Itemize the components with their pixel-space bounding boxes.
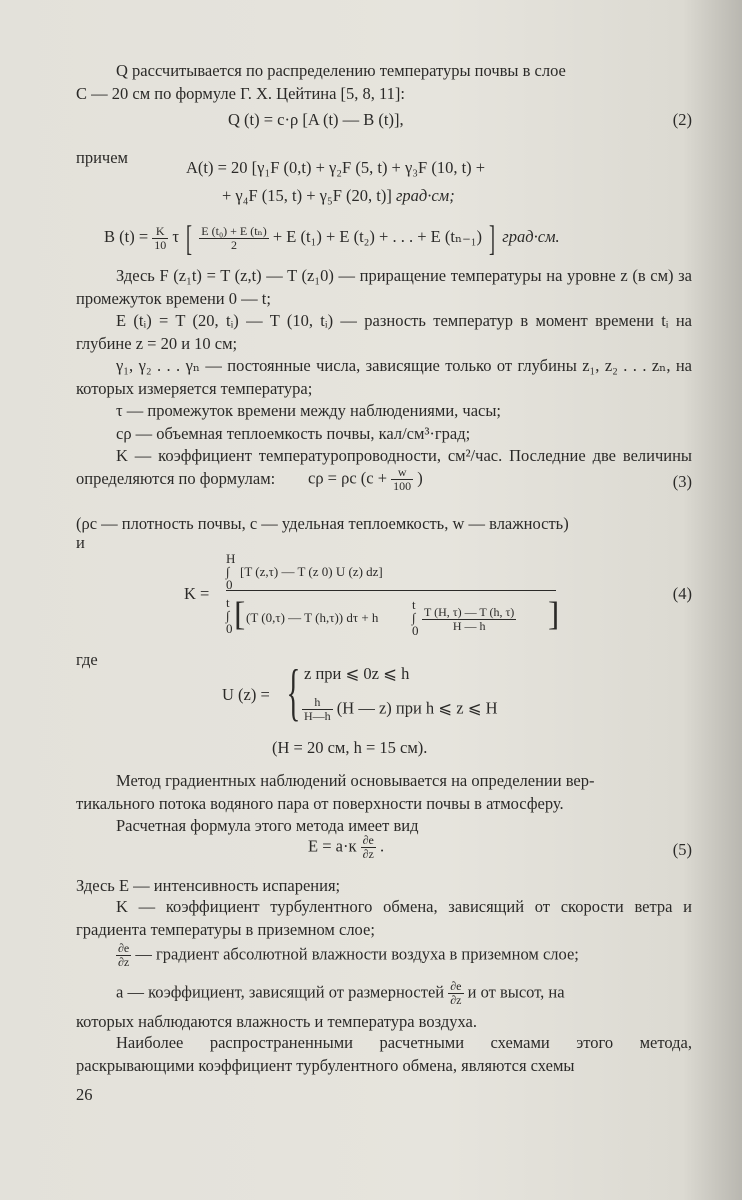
integral-sign-2: ∫ xyxy=(226,608,230,623)
den-right-bracket: ] xyxy=(548,596,560,633)
equation-5-dot: . xyxy=(379,836,385,856)
h-integral-upper: t xyxy=(412,597,416,612)
gde-label: где xyxy=(76,650,98,669)
definition-a-text: a — коэффициент, зависящий от размерностей xyxy=(116,982,445,1002)
right-bracket: ] xyxy=(489,218,496,258)
k-over-10-fraction xyxy=(152,225,168,252)
case2-numerator: h xyxy=(302,696,333,710)
equation-a-unit: град·см; xyxy=(395,186,455,205)
definition-a xyxy=(116,980,565,1007)
w-denominator: 100 xyxy=(393,479,412,493)
prichem-label: причем xyxy=(76,148,128,167)
definitions-block xyxy=(76,265,692,490)
definition-f: Здесь F (z₁t) = T (z,t) — T (z₁0) — приращение температуры на уровне z (в см) за промежуток времени 0 — t; xyxy=(76,266,692,308)
h-integral-sign: ∫ xyxy=(412,610,416,625)
k-denominator: 10 xyxy=(154,237,167,252)
e-denominator: 2 xyxy=(231,237,238,252)
case2-rest: (H — z) при h ⩽ z ⩽ H xyxy=(336,698,498,718)
method-line-1: Метод градиентных наблюдений основывается на определении вер- xyxy=(116,771,595,790)
integral-lower-0-2: 0 xyxy=(226,621,233,636)
de-numerator: ∂e xyxy=(362,833,374,847)
intro-line-2: С — 20 см по формуле Г. Х. Цейтина [5, 8, 11]: xyxy=(76,83,406,103)
dimension-fraction xyxy=(448,980,463,1007)
closing-paragraph: Наиболее распространенными расчетными схемами этого метода, раскрывающими коэффициент турбулентного обмена, являются схемы xyxy=(76,1033,692,1075)
e-numerator: E (t₀) + E (tₙ) xyxy=(201,223,267,238)
equation-b-rest: + E (t₁) + E (t₂) + . . . + E (tₙ₋₁) xyxy=(272,226,483,246)
w-over-100-fraction xyxy=(391,466,413,493)
equation-3 xyxy=(308,466,423,493)
gradient-fraction xyxy=(116,942,131,969)
de-dz-fraction xyxy=(361,834,376,861)
equation-b xyxy=(104,220,560,256)
equation-b-unit: град·см. xyxy=(502,226,560,246)
den-left-bracket: [ xyxy=(234,596,246,633)
u-parameters: (H = 20 см, h = 15 см). xyxy=(272,738,428,757)
intro-line-1: Q рассчитывается по распределению температуры почвы в слое xyxy=(116,61,566,80)
tau-symbol: τ xyxy=(172,226,180,246)
k-numerator: K xyxy=(152,225,168,239)
dimension-numerator: ∂e xyxy=(450,979,462,993)
equation-5-lhs: E = a·к xyxy=(308,836,357,856)
gradient-denominator: ∂z xyxy=(118,955,130,969)
left-bracket: [ xyxy=(186,218,193,258)
equation-a-line-2 xyxy=(222,186,455,206)
equation-4-number: (4) xyxy=(672,584,692,603)
h-fraction-numerator: T (H, τ) — T (h, τ) xyxy=(424,605,515,619)
gradient-numerator: ∂e xyxy=(118,941,130,955)
equation-3-lhs: cρ = ρc (c + xyxy=(308,468,388,488)
u-lhs: U (z) = xyxy=(222,685,270,704)
equation-3-rhs: ) xyxy=(417,468,423,488)
equation-b-lhs: B (t) = xyxy=(104,226,149,246)
u-case-1: z при ⩽ 0z ⩽ h xyxy=(304,664,410,683)
cases-brace: { xyxy=(286,656,301,727)
integral-upper-h: H xyxy=(226,551,236,566)
denominator-integral xyxy=(226,596,233,635)
equation-3-number: (3) xyxy=(672,472,692,491)
equation-4-denominator: (T (0,τ) — T (h,τ)) dτ + h xyxy=(246,610,379,625)
intro-paragraph xyxy=(76,60,692,105)
equation-a-line-1: A(t) = 20 [γ₁F (0,t) + γ₂F (5, t) + γ₃F (10, t) + xyxy=(186,158,486,177)
definition-c-rho: cρ — объемная теплоемкость почвы, кал/см³·град; xyxy=(116,423,471,443)
h-over-h-fraction xyxy=(302,696,333,723)
dimension-denominator: ∂z xyxy=(450,993,462,1007)
e-average-fraction xyxy=(199,225,268,252)
integral-upper-t: t xyxy=(226,595,230,610)
integral-lower-0: 0 xyxy=(226,577,233,592)
h-integral xyxy=(412,598,419,637)
note-3-line-2: и xyxy=(76,533,85,552)
definition-a-text-2: и от высот, на xyxy=(467,982,565,1002)
case2-denominator: H—h xyxy=(304,709,331,723)
dz-denominator: ∂z xyxy=(362,847,374,861)
definition-tau: τ — промежуток времени между наблюдениями, часы; xyxy=(116,401,502,420)
equation-5-number: (5) xyxy=(672,840,692,859)
h-fraction xyxy=(422,606,516,633)
equation-5 xyxy=(308,834,384,861)
method-line-2: тикального потока водяного пара от поверхности почвы в атмосферу. xyxy=(76,793,564,813)
equation-2-number: (2) xyxy=(672,110,692,129)
equation-4-numerator: [T (z,τ) — T (z 0) U (z) dz] xyxy=(240,564,383,579)
h-fraction-denominator: H — h xyxy=(452,619,486,633)
numerator-integral xyxy=(226,552,235,591)
method-line-3: Расчетная формула этого метода имеет вид xyxy=(116,816,419,835)
equation-a-line-2-main: + γ₄F (15, t) + γ₅F (20, t)] xyxy=(222,186,392,205)
note-3-line-1: (ρc — плотность почвы, c — удельная теплоемкость, w — влажность) xyxy=(76,514,569,533)
h-integral-lower: 0 xyxy=(412,623,419,638)
equation-4-lhs: K = xyxy=(184,584,210,603)
integral-sign: ∫ xyxy=(226,564,230,579)
definition-gradient xyxy=(116,942,579,969)
definition-k-turbulent: K — коэффициент турбулентного обмена, зависящий от скорости ветра и градиента температуры в приземном слое; xyxy=(76,897,692,939)
definition-k: K — коэффициент температуропроводности, см²/час. Последние две величины определяются по формулам: xyxy=(76,446,692,488)
fraction-bar xyxy=(226,590,556,591)
u-case-2 xyxy=(302,696,498,723)
definition-e-intensity: Здесь E — интенсивность испарения; xyxy=(76,876,341,895)
page-number: 26 xyxy=(76,1085,93,1104)
definition-gamma: γ₁, γ₂ . . . γₙ — постоянные числа, зависящие только от глубины z₁, z₂ . . . zₙ, на которых измеряется температура; xyxy=(76,356,692,398)
definition-a-continuation: которых наблюдаются влажность и температура воздуха. xyxy=(76,1012,477,1031)
w-numerator: w xyxy=(391,466,413,480)
method-paragraph xyxy=(76,770,692,838)
definition-e: E (tᵢ) = T (20, tᵢ) — T (10, tᵢ) — разность температур в момент времени tᵢ на глубине z = 20 и 10 см; xyxy=(76,311,692,353)
gradient-text: — градиент абсолютной влажности воздуха в приземном слое; xyxy=(135,944,579,964)
equation-2: Q (t) = c·ρ [A (t) — B (t)], xyxy=(228,110,404,129)
